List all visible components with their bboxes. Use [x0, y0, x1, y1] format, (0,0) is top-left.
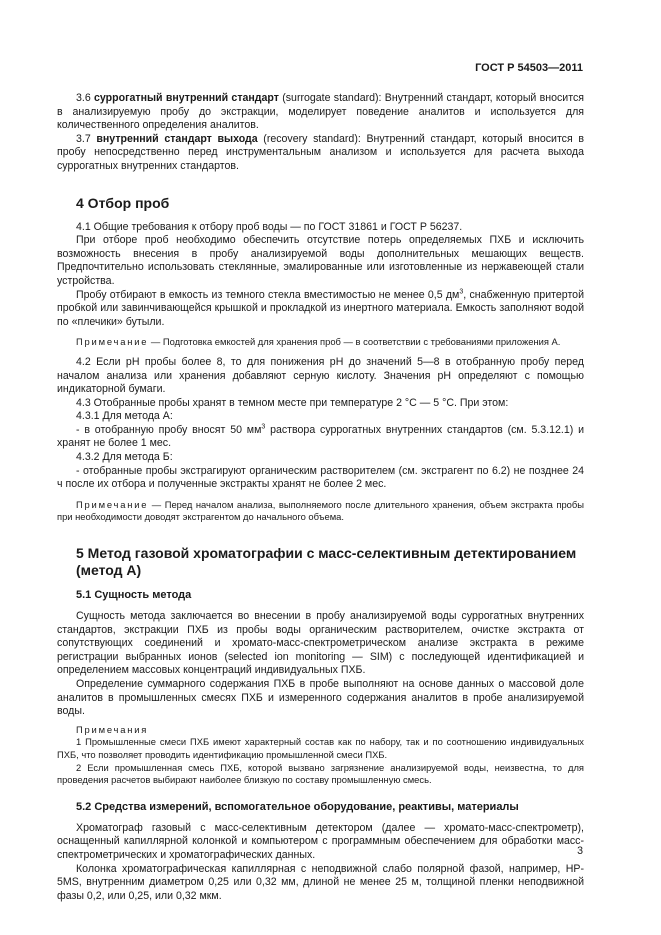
note-5-1-2: 2 Если промышленная смесь ПХБ, которой вызвано загрязнение анализируемой воды, неизвестна, то для проведения расчетов выбирают наиболее близкую по составу промышленную смесь.	[57, 761, 584, 786]
note-text: — Перед началом анализа, выполняемого после длительного хранения, объем экстракта пробы при необходимости доводят экстрагентом до начального объема.	[57, 498, 584, 523]
clause-4-2: 4.2 Если pH пробы более 8, то для понижения pH до значений 5—8 в отобранную пробу перед началом анализа или хранения добавляют серную кислоту. Значения pH определяют с помощью индикаторной бумаги.	[57, 355, 584, 396]
definition-text: (recovery standard): Внутренний стандарт, который вносится в пробу непосредственно перед инструментальным анализом и используется для расчета выхода суррогатных внутренних стандартов.	[57, 132, 584, 172]
clause-4-3-1-item	[57, 424, 584, 451]
clause-4-3-2: 4.3.2 Для метода Б:	[76, 451, 173, 464]
clause-4-3-2-item: - отобранные пробы экстрагируют органическим растворителем (см. экстрагент по 6.2) не позднее 24 ч после их отбора и полученные экстракты хранят не более 2 мес.	[57, 464, 584, 491]
total-pcb-paragraph: Определение суммарного содержания ПХБ в пробе выполняют на основе данных о массовой доле аналитов в промышленных смесях ПХБ и измеренного содержания аналитов в пробе анализируемой воды.	[57, 678, 584, 718]
method-essence-paragraph: Сущность метода заключается во внесении в пробу анализируемой воды суррогатных внутренних стандартов, экстракции ПХБ из пробы воды органическим растворителем, очистке экстракта от сопутствующих соединений и хромато-масс-спектрометрическом анализе экстракта в режиме регистрации выбранных ионов (selected ion monitoring — SIM) с последующей идентификацией и определением массовых концентраций индивидуальных ПХБ.	[57, 610, 584, 677]
note-label: Примечание	[76, 498, 149, 510]
page-number: 3	[577, 845, 583, 857]
chromatograph-paragraph: Хроматограф газовый с масс-селективным детектором (далее — хромато-масс-спектрометр), оснащенный капиллярной колонкой и компьютером с программным обеспечением для обработки масс-спектрометрических и хроматографических данных.	[57, 821, 584, 861]
subsection-5-2-title: 5.2 Средства измерений, вспомогательное оборудование, реактивы, материалы	[76, 800, 519, 813]
note-label: Примечания	[76, 723, 149, 735]
clause-4-1: 4.1 Общие требования к отбору проб воды — по ГОСТ 31861 и ГОСТ Р 56237.	[76, 220, 463, 233]
note-2	[57, 499, 584, 524]
subsection-5-1-title: 5.1 Сущность метода	[76, 589, 192, 602]
text-part: , снабженную притертой пробкой или завинчивающейся крышкой и прокладкой из инертного материала. Емкость заполняют водой по «плечики» бутыли.	[57, 288, 584, 328]
text-part: Пробу отбирают в емкость из темного стекла вместимостью не менее 0,5 дм	[76, 288, 460, 301]
definition-3-7	[57, 133, 584, 174]
section-4-title: 4 Отбор проб	[76, 194, 170, 211]
term: внутренний стандарт выхода	[96, 132, 258, 145]
container-paragraph	[57, 289, 584, 330]
clause-number: 3.7	[76, 132, 97, 145]
note-label: Примечание	[76, 336, 149, 348]
clause-number: 3.6	[76, 92, 95, 104]
note-5-1-1: 1 Промышленные смеси ПХБ имеют характерный состав как по набору, так и по соотношению индивидуальных ПХБ, что позволяет проводить идентификацию промышленной смеси ПХБ.	[57, 736, 584, 760]
superscript: 3	[261, 423, 266, 431]
clause-4-3: 4.3 Отобранные пробы хранят в темном месте при температуре 2 °C — 5 °C. При этом:	[76, 396, 509, 409]
sampling-paragraph: При отборе проб необходимо обеспечить отсутствие потерь определяемых ПХБ и исключить возможность внесения в пробу анализируемой воды дополнительных мешающих веществ. Предпочтительно использовать стеклянные, эмалированные или изготовленные из нержавеющей стали устройства.	[57, 234, 584, 287]
superscript: 3	[459, 288, 464, 295]
column-paragraph: Колонка хроматографическая капиллярная с неподвижной слабо полярной фазой, например, HP-5MS, внутренним диаметром 0,25 или 0,32 мм, длиной не менее 25 м, толщиной пленки неподвижной фазы 0,2, или 0,25, или 0,32 мкм.	[57, 862, 584, 902]
note-1	[57, 336, 584, 349]
page-content	[57, 92, 584, 903]
text-part: - в отобранную пробу вносят 50 мм	[76, 423, 262, 436]
text-part: раствора суррогатных внутренних стандартов (см. 5.3.12.1) и хранят не более 1 мес.	[57, 423, 585, 450]
term: суррогатный внутренний стандарт	[94, 92, 279, 104]
document-header: ГОСТ Р 54503—2011	[475, 62, 583, 74]
notes-label	[57, 724, 584, 737]
definition-text: (surrogate standard): Внутренний стандарт, который вносится в анализируемую пробу до экстракции, моделирует поведение аналитов и используется для количественного определения аналитов.	[57, 92, 584, 132]
note-text: — Подготовка емкостей для хранения проб — в соответствии с требованиями приложения А.	[148, 336, 561, 348]
clause-4-3-1: 4.3.1 Для метода А:	[76, 410, 173, 423]
definition-3-6	[57, 92, 584, 133]
section-5-title: 5 Метод газовой хроматографии с масс-селективным детектированием (метод А)	[76, 545, 577, 579]
